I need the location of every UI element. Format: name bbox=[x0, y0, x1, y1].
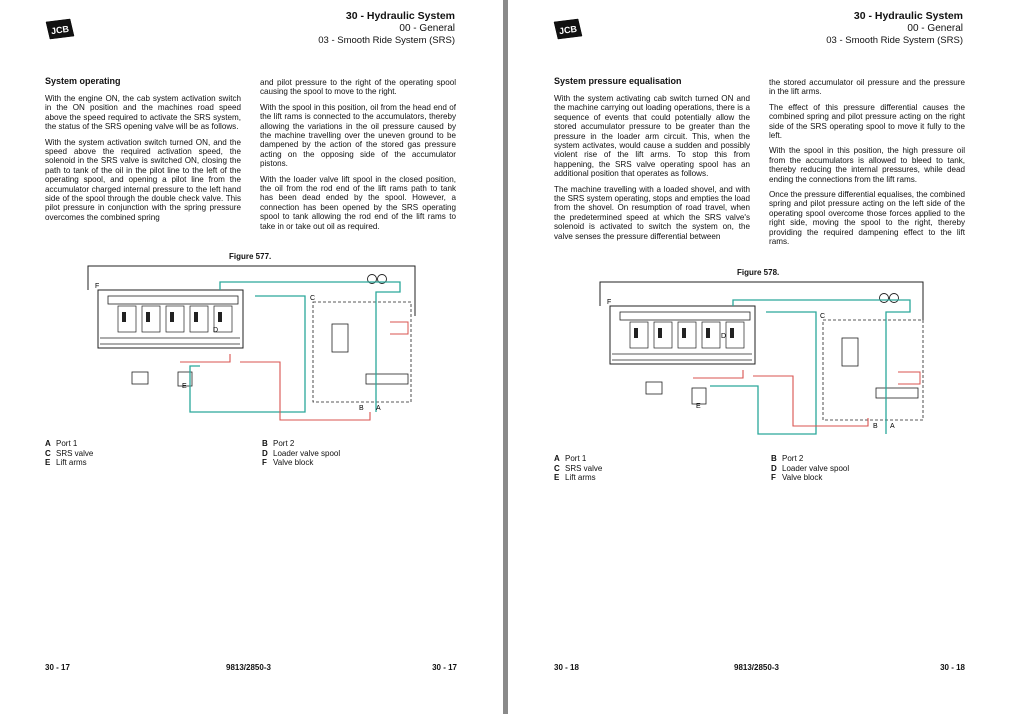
figure-caption: Figure 577. bbox=[229, 252, 272, 261]
hydraulic-schematic bbox=[80, 262, 425, 424]
label-e: E bbox=[696, 403, 701, 410]
footer-page-number-left: 30 - 17 bbox=[45, 663, 70, 672]
subsection-title: 00 - General bbox=[399, 23, 455, 34]
legend-item: A Port 1 bbox=[554, 454, 587, 463]
legend-item: F Valve block bbox=[771, 473, 823, 482]
document-page-right bbox=[508, 0, 1011, 714]
label-f: F bbox=[607, 299, 612, 306]
legend-item: F Valve block bbox=[262, 458, 314, 467]
paragraph: The effect of this pressure differential causes the combined spring and pilot pressure acting on the right side of the SRS operating spool to move it fully to the left. bbox=[769, 102, 965, 141]
legend-left bbox=[554, 454, 602, 483]
document-page-left bbox=[0, 0, 503, 714]
legend-item: E Lift arms bbox=[554, 473, 596, 482]
section-heading: System pressure equalisation bbox=[554, 76, 682, 86]
topic-title: 03 - Smooth Ride System (SRS) bbox=[826, 35, 963, 46]
footer-doc-number: 9813/2850-3 bbox=[226, 663, 271, 672]
srs-valve-box bbox=[823, 320, 923, 420]
figure-caption: Figure 578. bbox=[737, 268, 780, 277]
section-title: 30 - Hydraulic System bbox=[345, 10, 455, 22]
subsection-title: 00 - General bbox=[907, 23, 963, 34]
srs-valve-box bbox=[313, 302, 411, 402]
label-c: C bbox=[820, 313, 826, 320]
label-a: A bbox=[376, 405, 381, 412]
svg-text:JCB: JCB bbox=[558, 23, 578, 37]
paragraph: With the engine ON, the cab system activation switch in the ON position and the machines road speed above the speed required to activate the SRS system, the status of the SRS opening valve will be as follows. bbox=[45, 94, 241, 132]
label-b: B bbox=[359, 405, 364, 412]
footer-page-number-right: 30 - 18 bbox=[940, 663, 965, 672]
legend-right bbox=[262, 439, 340, 468]
label-d: D bbox=[721, 333, 727, 340]
footer-page-number-left: 30 - 18 bbox=[554, 663, 579, 672]
legend-item: A Port 1 bbox=[45, 439, 78, 448]
jcb-logo bbox=[44, 18, 76, 40]
text-column-2 bbox=[260, 78, 456, 237]
page-header bbox=[318, 10, 455, 46]
text-column-1 bbox=[45, 76, 241, 228]
paragraph: the stored accumulator oil pressure and the pressure in the lift arms. bbox=[769, 78, 965, 97]
legend-item: D Loader valve spool bbox=[262, 448, 341, 458]
paragraph: With the spool in this position, the high pressure oil from the accumulators is allowed to bleed to tank, thereby reducing the internal pressures, while dead ending the connections from the lift rams. bbox=[769, 146, 965, 184]
paragraph: The machine travelling with a loaded shovel, and with the SRS system operating, stops and empties the load from the shovel. On resumption of road travel, when the predetermined speed at which the SRS valve's solenoid is activated to switch the system on, the valve senses the pressure differential between bbox=[554, 184, 750, 241]
footer-page-number-right: 30 - 17 bbox=[432, 663, 457, 672]
legend-item: B Port 2 bbox=[771, 454, 804, 463]
label-b: B bbox=[873, 423, 878, 430]
footer-doc-number: 9813/2850-3 bbox=[734, 663, 779, 672]
paragraph: With the loader valve lift spool in the closed position, the oil from the rod end of the lift rams path to tank has been dead ended by the spool. However, a connection has been opened by the SRS operating spool to tank allowing the rod end of the lift rams to take in or take out oil as required. bbox=[260, 174, 456, 231]
legend-item: C SRS valve bbox=[45, 448, 94, 458]
legend-right bbox=[771, 454, 849, 483]
legend-item: C SRS valve bbox=[554, 463, 603, 473]
topic-title: 03 - Smooth Ride System (SRS) bbox=[318, 35, 455, 46]
svg-text:JCB: JCB bbox=[50, 23, 70, 37]
paragraph: With the spool in this position, oil from the head end of the lift rams is connected to the accumulators, thereby allowing the variations in the oil pressure caused by the machine travelling over the uneven ground to be dampened by the action of the stored gas pressure acting on the opposing side of the accumulator pistons. bbox=[260, 102, 456, 169]
text-column-2 bbox=[769, 78, 965, 253]
label-e: E bbox=[182, 383, 187, 390]
label-d: D bbox=[213, 327, 219, 334]
label-c: C bbox=[310, 295, 316, 302]
paragraph: Once the pressure differential equalises, the combined spring and pilot pressure acting on the left side of the operating spool overcome those forces applied to the right side, moving the spool to the right, thereby providing the required dampening effect to the lift rams. bbox=[769, 190, 965, 247]
legend-left bbox=[45, 439, 93, 468]
page-header bbox=[826, 10, 963, 46]
label-f: F bbox=[95, 283, 100, 290]
legend-item: E Lift arms bbox=[45, 458, 87, 467]
section-heading: System operating bbox=[45, 76, 121, 86]
legend-item: B Port 2 bbox=[262, 439, 295, 448]
jcb-logo bbox=[552, 18, 584, 40]
text-column-1 bbox=[554, 76, 750, 247]
hydraulic-schematic bbox=[588, 278, 933, 440]
label-a: A bbox=[890, 423, 895, 430]
section-title: 30 - Hydraulic System bbox=[853, 10, 963, 22]
paragraph: With the system activation switch turned ON, and the speed above the required activation speed, the solenoid in the SRS valve is switched ON, closing the path to tank of the oil in the pilot line to the left of the operating spool, and opening a pilot line from the accumulator charged internal pressure to the left hand side of the spool through the double check valve. This pilot pressure in conjunction with the spring pressure overcomes the combined spring bbox=[45, 137, 241, 222]
legend-item: D Loader valve spool bbox=[771, 463, 850, 473]
paragraph: and pilot pressure to the right of the operating spool causing the spool to move to the right. bbox=[260, 78, 456, 97]
paragraph: With the system activating cab switch turned ON and the machine carrying out loading operations, there is a sequence of events that could potentially allow the stored accumulator pressure to be greater than the pressure in the loader arm circuit. This, when the system activates, would cause a sudden and possibly violent rise of the lift arms. To stop this from happening, the SRS valve operating spool has an additional position that operates as follows. bbox=[554, 94, 750, 179]
